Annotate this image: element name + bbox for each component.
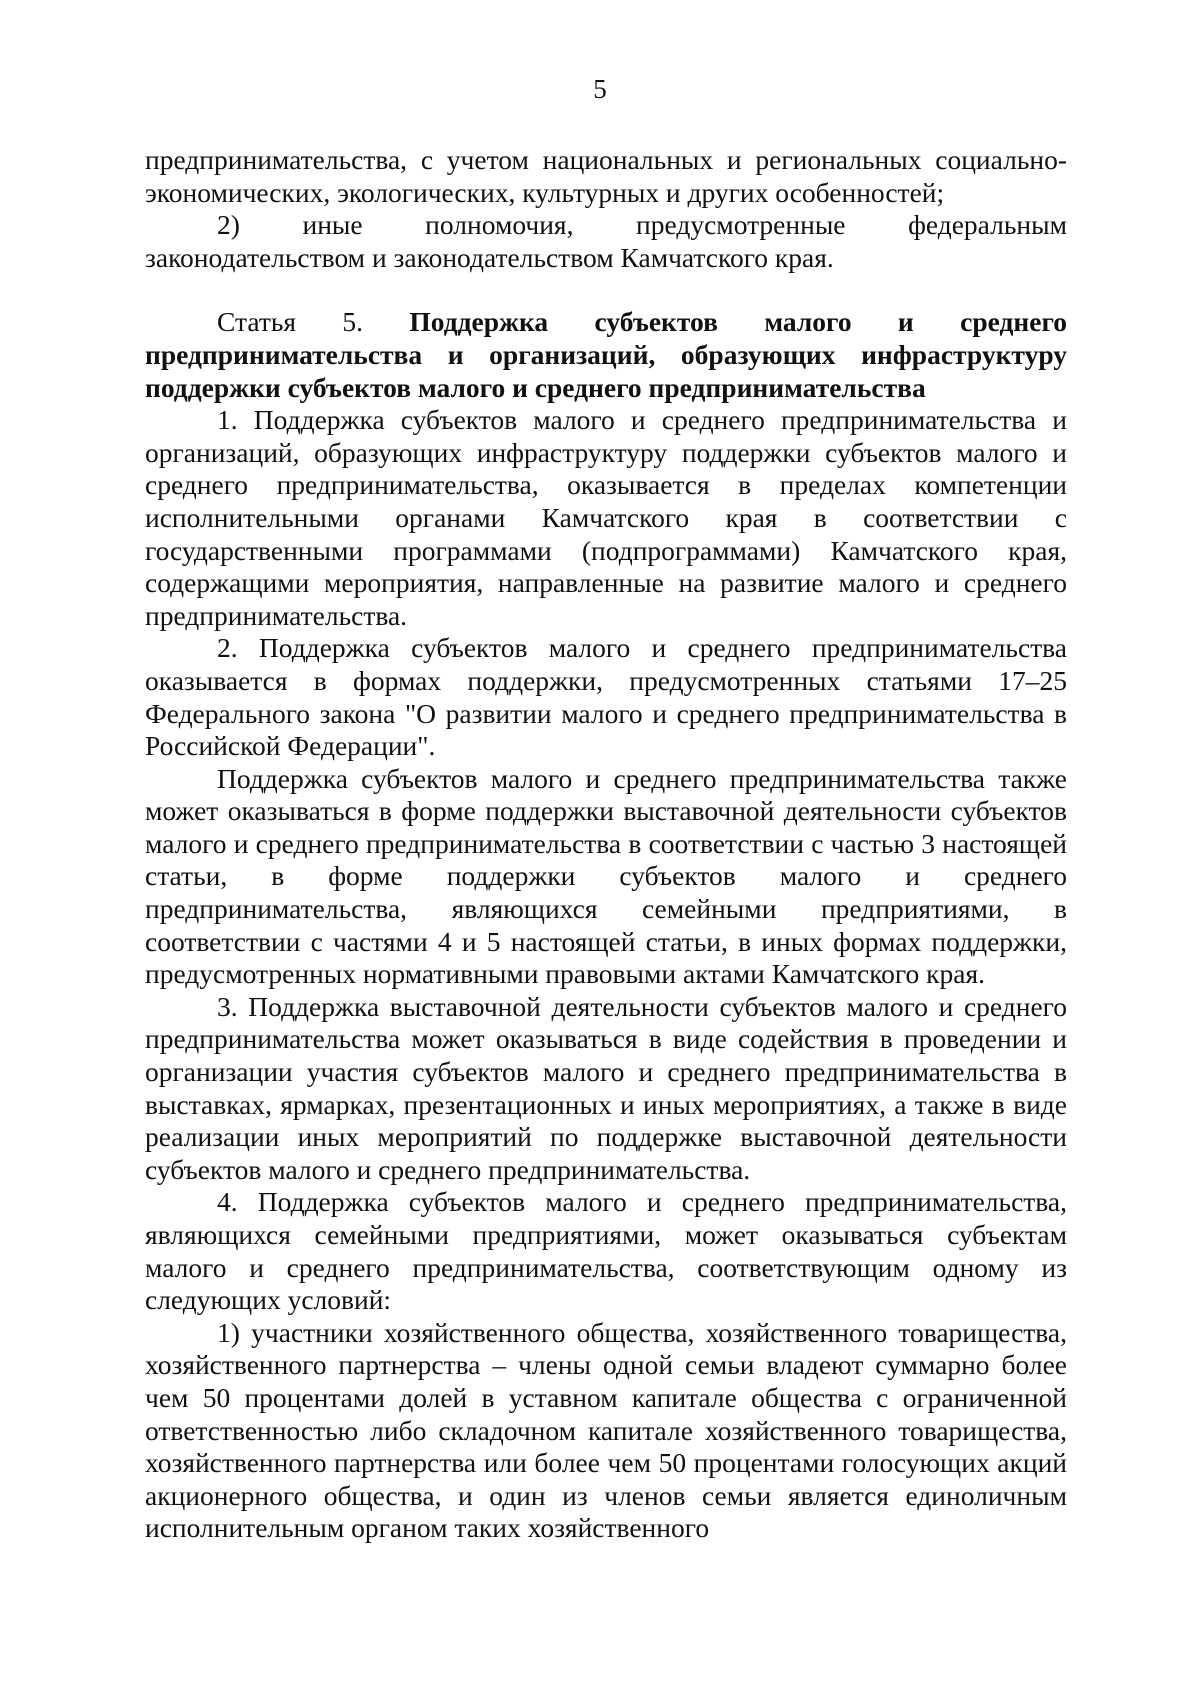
paragraph: 3. Поддержка выставочной деятельности субъектов малого и среднего предпринимательства может оказываться в виде содействия в проведении и организации участия субъектов малого и среднего предпринимательства в выставках, ярмарках, презентационных и иных мероприятиях, а также в виде реализации иных мероприятий по поддержке выставочной деятельности субъектов малого и среднего предпринимательства. [145,990,1067,1185]
article-label: Статья 5. [217,306,364,338]
paragraph-continuation: предпринимательства, с учетом национальных и региональных социально-экономических, экологических, культурных и других особенностей; [145,144,1067,208]
paragraph: 4. Поддержка субъектов малого и среднего предпринимательства, являющихся семейными предприятиями, может оказываться субъектам малого и среднего предпринимательства, соответствующим одному из следующих условий: [145,1186,1067,1316]
article-heading [145,306,1067,404]
paragraph: Поддержка субъектов малого и среднего предпринимательства также может оказываться в форме поддержки выставочной деятельности субъектов малого и среднего предпринимательства в соответствии с частью 3 настоящей статьи, в форме поддержки субъектов малого и среднего предпринимательства, являющихся семейными предприятиями, в соответствии с частями 4 и 5 настоящей статьи, в иных формах поддержки, предусмотренных нормативными правовыми актами Камчатского края. [145,762,1067,990]
page-number: 5 [593,74,607,104]
article-title: Поддержка субъектов малого и среднего предпринимательства и организаций, образующих инфраструктуру поддержки субъектов малого и среднего предпринимательства [145,306,1067,403]
paragraph-item-2: 2) иные полномочия, предусмотренные федеральным законодательством и законодательством Камчатского края. [145,209,1067,273]
paragraph: 1. Поддержка субъектов малого и среднего предпринимательства и организаций, образующих инфраструктуру поддержки субъектов малого и среднего предпринимательства, оказывается в пределах компетенции исполнительными органами Камчатского края в соответствии с государственными программами (подпрограммами) Камчатского края, содержащими мероприятия, направленные на развитие малого и среднего предпринимательства. [145,404,1067,631]
paragraph: 1) участники хозяйственного общества, хозяйственного товарищества, хозяйственного партнерства – члены одной семьи владеют суммарно более чем 50 процентами долей в уставном капитале общества с ограниченной ответственностью либо складочном капитале хозяйственного товарищества, хозяйственного партнерства или более чем 50 процентами голосующих акций акционерного общества, и один из членов семьи является единоличным исполнительным органом таких хозяйственного [145,1316,1067,1544]
paragraph: 2. Поддержка субъектов малого и среднего предпринимательства оказывается в формах поддержки, предусмотренных статьями 17–25 Федерального закона "О развитии малого и среднего предпринимательства в Российской Федерации". [145,632,1067,762]
document-body [145,144,1067,1545]
spacer [145,274,1067,306]
